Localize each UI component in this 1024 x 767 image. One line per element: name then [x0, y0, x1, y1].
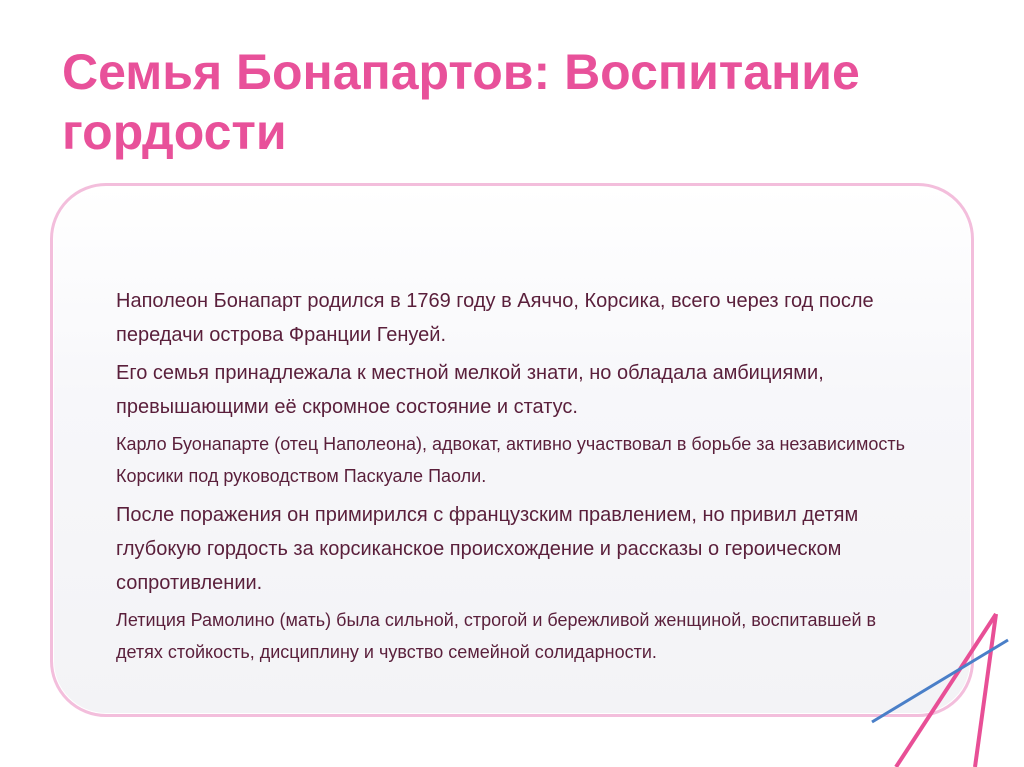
- paragraph-father: Карло Буонапарте (отец Наполеона), адвокат, активно участвовал в борьбе за независимость Корсики под руководством Паскуале Паоли.: [116, 434, 905, 486]
- deco-pink-line-right: [975, 614, 996, 767]
- slide-title: Семья Бонапартов: Воспитание гордости: [62, 44, 860, 160]
- content-body: [116, 284, 916, 674]
- paragraph-birth: Наполеон Бонапарт родился в 1769 году в Аяччо, Корсика, всего через год после передачи острова Франции Генуей.: [116, 290, 874, 346]
- paragraph-family: Его семья принадлежала к местной мелкой знати, но обладала амбициями, превышающими её скромное состояние и статус.: [116, 362, 824, 418]
- paragraph-mother: Летиция Рамолино (мать) была сильной, строгой и бережливой женщиной, воспитавшей в детях стойкость, дисциплину и чувство семейной солидарности.: [116, 610, 877, 662]
- paragraph-pride: После поражения он примирился с французским правлением, но привил детям глубокую гордость за корсиканское происхождение и рассказы о героическом сопротивлении.: [116, 504, 859, 594]
